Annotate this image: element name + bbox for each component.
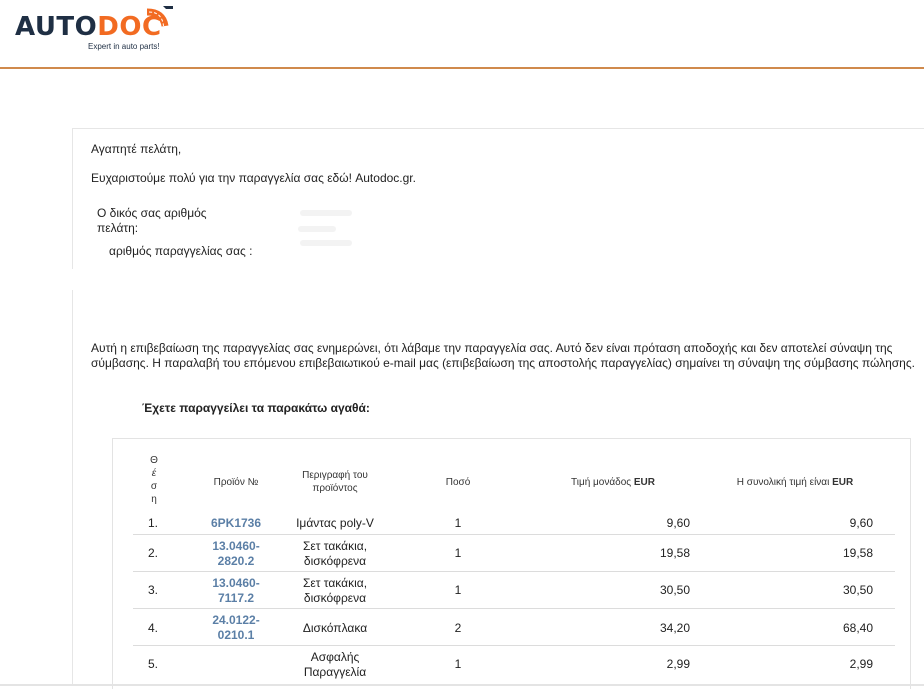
row-divider <box>133 534 895 535</box>
total-price: 2,99 <box>849 657 873 671</box>
quantity: 1 <box>454 546 462 560</box>
customer-number-label: Ο δικός σας αριθμός πελάτη: <box>97 206 207 235</box>
confirmation-text: Αυτή η επιβεβαίωση της παραγγελίας σας ενημερώνει, ότι λάβαμε την παραγγελία σας. Αυτό δεν είναι πρόταση αποδοχής και δεν αποτελεί σύναψη της σύμβασης. Η παραλαβή του επόμενου επιβεβαιωτικού e-mail μας (επιβεβαίωση της αποστολής παραγγελίας) σημαίνει τη σύναψη της σύμβασης πώλησης. <box>91 341 915 370</box>
unit-price: 9,60 <box>666 516 690 530</box>
customer-number-redacted-2 <box>298 226 336 232</box>
header-quantity: Ποσό <box>445 477 471 488</box>
unit-price: 34,20 <box>659 621 690 635</box>
row-position: 1. <box>148 516 159 530</box>
quantity: 1 <box>454 657 462 671</box>
quantity: 1 <box>454 583 462 597</box>
header-position: Θ έ σ η <box>150 455 158 505</box>
total-price: 30,50 <box>842 583 873 597</box>
product-number-link[interactable]: 24.0122- 0210.1 <box>212 613 260 642</box>
row-divider <box>133 645 895 646</box>
order-number-redacted <box>300 240 352 246</box>
logo-tagline: Expert in auto parts! <box>88 42 160 51</box>
ordered-items-title: Έχετε παραγγείλει τα παρακάτω αγαθά: <box>142 401 370 415</box>
header-description: Περιγραφή του προϊόντος <box>302 470 368 494</box>
unit-price: 19,58 <box>659 546 690 560</box>
quantity: 2 <box>454 621 462 635</box>
logo-road-icon <box>143 4 175 38</box>
product-number-link[interactable]: 13.0460- 2820.2 <box>212 539 260 568</box>
logo-wordmark: AUTODOC <box>15 12 162 42</box>
row-divider <box>133 608 895 609</box>
greeting: Αγαπητέ πελάτη, <box>91 142 182 156</box>
row-position: 4. <box>148 621 159 635</box>
order-number-label: αριθμός παραγγελίας σας : <box>109 244 253 258</box>
product-description: Σετ τακάκια, δισκόφρενα <box>302 539 368 568</box>
thanks-message: Ευχαριστούμε πολύ για την παραγγελία σας εδώ! Autodoc.gr. <box>91 171 416 185</box>
unit-price: 30,50 <box>659 583 690 597</box>
total-price: 9,60 <box>849 516 873 530</box>
header-product-no: Προϊόν № <box>213 477 259 488</box>
product-description: Ασφαλής Παραγγελία <box>303 650 367 679</box>
email-header <box>0 0 924 69</box>
total-price: 68,40 <box>842 621 873 635</box>
product-description: Σετ τακάκια, δισκόφρενα <box>302 576 368 605</box>
product-description: Δισκόπλακα <box>302 621 368 635</box>
customer-number-redacted <box>300 210 352 216</box>
quantity: 1 <box>454 516 462 530</box>
header-total-price: Η συνολική τιμή είναι EUR <box>736 477 854 488</box>
product-description: Ιμάντας poly-V <box>296 516 374 530</box>
header-unit-price: Τιμή μονάδος EUR <box>570 477 656 488</box>
row-position: 3. <box>148 583 159 597</box>
row-divider <box>133 571 895 572</box>
row-position: 2. <box>148 546 159 560</box>
total-price: 19,58 <box>842 546 873 560</box>
product-number-link[interactable]: 6PK1736 <box>210 516 262 530</box>
autodoc-logo[interactable] <box>15 4 185 56</box>
product-number-link[interactable]: 13.0460- 7117.2 <box>212 576 260 605</box>
unit-price: 2,99 <box>666 657 690 671</box>
row-position: 5. <box>148 657 159 671</box>
